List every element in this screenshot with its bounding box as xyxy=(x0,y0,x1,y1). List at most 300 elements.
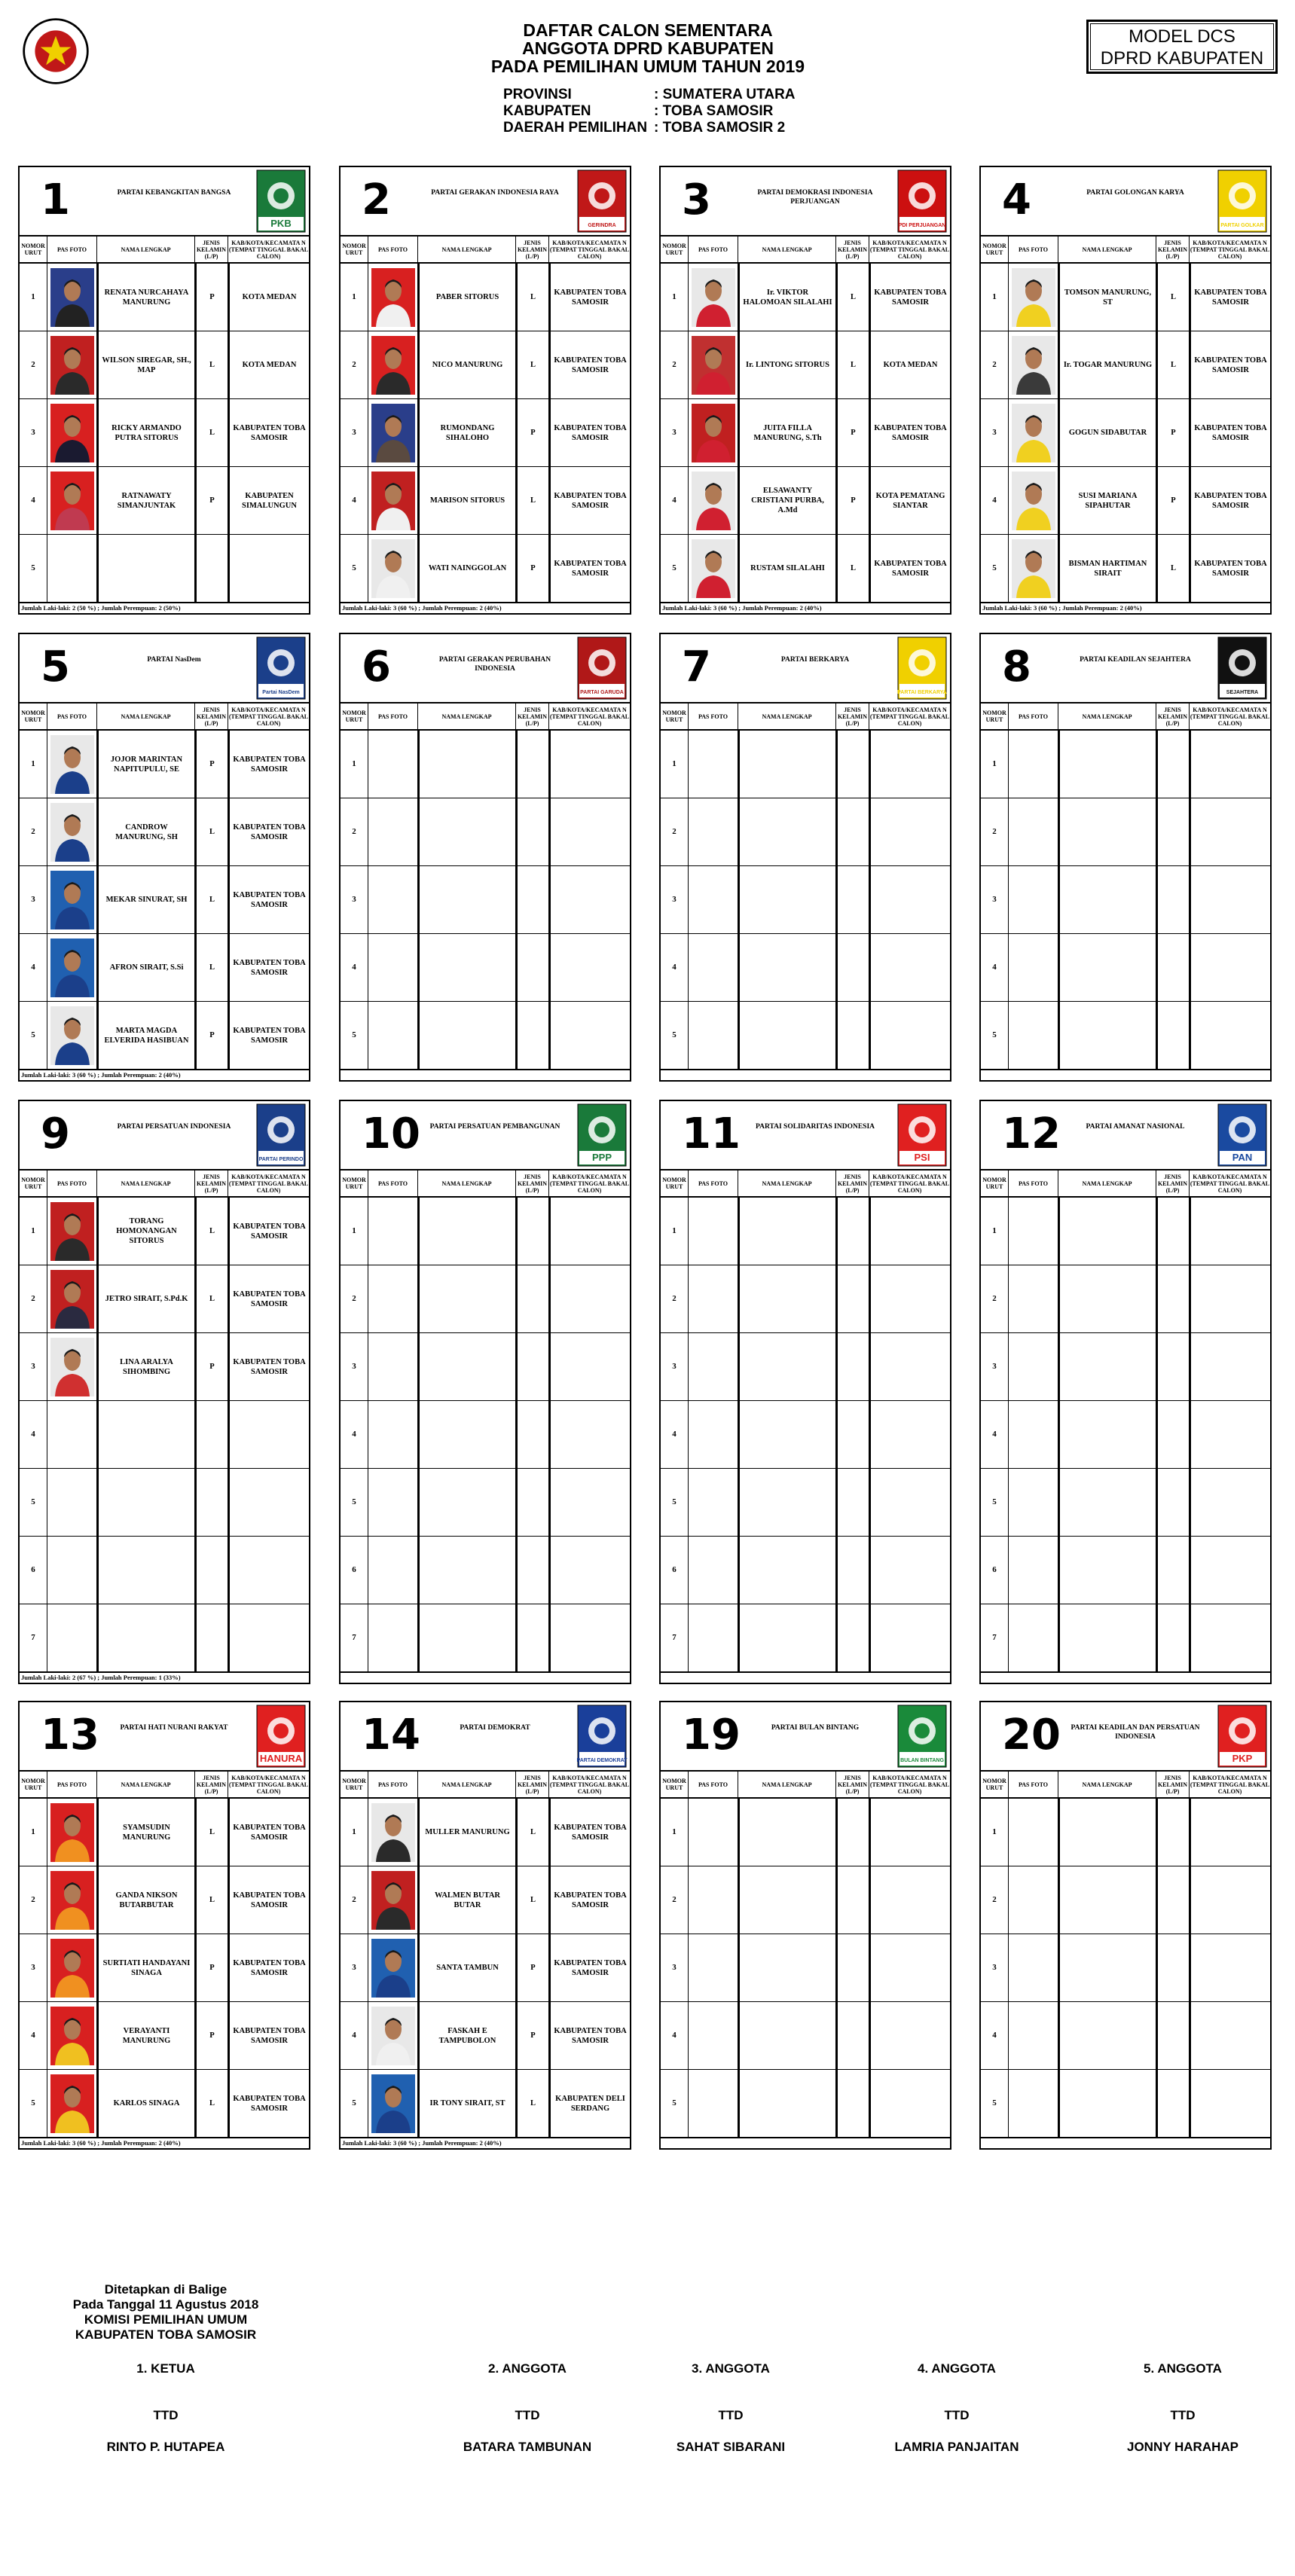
row-number: 1 xyxy=(352,292,356,301)
candidate-sex: L xyxy=(515,331,548,398)
photo xyxy=(47,1537,96,1604)
table-row xyxy=(661,1265,950,1333)
row-number: 2 xyxy=(31,1294,35,1303)
photo xyxy=(688,731,738,798)
party-panel-20 xyxy=(979,1701,1272,2150)
party-panel-12 xyxy=(979,1100,1272,1684)
table-header xyxy=(981,235,1270,264)
candidate-sex xyxy=(515,1333,548,1400)
photo xyxy=(1008,1866,1058,1934)
candidate-sex xyxy=(835,934,869,1001)
table-row xyxy=(341,798,630,866)
party-logo-icon xyxy=(1217,636,1268,700)
table-row xyxy=(981,331,1270,399)
candidate-sex: L xyxy=(194,1799,228,1866)
candidate-name xyxy=(1058,934,1156,1001)
candidate-name xyxy=(1058,1265,1156,1332)
table-row xyxy=(981,1934,1270,2002)
candidate-sex: P xyxy=(194,2002,228,2069)
candidate-name: RATNAWATY SIMANJUNTAK xyxy=(96,467,194,534)
row-number: 4 xyxy=(31,963,35,972)
candidate-city xyxy=(228,1604,309,1671)
row-number: 4 xyxy=(352,1430,356,1439)
column-header: PAS FOTO xyxy=(47,704,96,729)
party-logo-icon xyxy=(576,1704,628,1769)
party-panel-3 xyxy=(659,166,951,615)
candidate-sex xyxy=(194,1537,228,1604)
member-2 xyxy=(399,2361,655,2455)
table-row xyxy=(341,2070,630,2138)
candidate-sex: L xyxy=(194,934,228,1001)
column-header: PAS FOTO xyxy=(368,704,417,729)
row-number: 5 xyxy=(992,1030,997,1039)
table-header xyxy=(981,1770,1270,1799)
candidate-city xyxy=(548,1002,630,1069)
candidate-sex: P xyxy=(835,467,869,534)
candidate-name xyxy=(417,1002,515,1069)
row-number: 4 xyxy=(352,2031,356,2040)
table-row xyxy=(20,1002,309,1070)
row-number: 5 xyxy=(31,2098,35,2107)
table-row xyxy=(20,1537,309,1604)
candidate-name xyxy=(417,1198,515,1265)
candidate-city: KABUPATEN TOBA SAMOSIR xyxy=(228,1934,309,2001)
row-number: 1 xyxy=(672,759,677,768)
candidate-name xyxy=(738,1934,835,2001)
row-number: 4 xyxy=(352,963,356,972)
photo xyxy=(688,1333,738,1400)
candidate-sex: L xyxy=(835,264,869,331)
row-number: 6 xyxy=(672,1565,677,1574)
party-number: 9 xyxy=(41,1109,70,1158)
candidate-sex xyxy=(835,1537,869,1604)
photo xyxy=(368,798,417,865)
party-number: 3 xyxy=(682,175,711,224)
candidate-sex xyxy=(1156,1002,1189,1069)
column-header: KAB/KOTA/KECAMATA N (TEMPAT TINGGAL BAKAL CALON) xyxy=(548,704,630,729)
member-3 xyxy=(648,2361,814,2455)
candidate-name xyxy=(1058,1799,1156,1866)
row-number: 1 xyxy=(31,1226,35,1235)
party-logo-icon xyxy=(1217,169,1268,233)
candidate-name xyxy=(738,2002,835,2069)
column-header: NAMA LENGKAP xyxy=(1058,704,1156,729)
row-number: 4 xyxy=(992,1430,997,1439)
column-header: JENIS KELAMIN (L/P) xyxy=(515,704,548,729)
table-row xyxy=(341,331,630,399)
candidate-city: KOTA MEDAN xyxy=(228,331,309,398)
table-row xyxy=(20,1401,309,1469)
candidate-city xyxy=(1189,866,1270,933)
row-number: 2 xyxy=(992,1294,997,1303)
party-panel-13 xyxy=(18,1701,310,2150)
column-header: JENIS KELAMIN (L/P) xyxy=(515,1170,548,1196)
candidate-name xyxy=(738,1198,835,1265)
candidate-name xyxy=(1058,2070,1156,2137)
table-header xyxy=(341,1770,630,1799)
party-logo-icon xyxy=(255,169,307,233)
party-panel-4 xyxy=(979,166,1272,615)
table-row xyxy=(20,2070,309,2138)
member-ttd: TTD xyxy=(718,2408,744,2422)
candidate-city xyxy=(869,1537,950,1604)
table-row xyxy=(341,467,630,535)
candidate-name xyxy=(738,1537,835,1604)
svg-text:PAN: PAN xyxy=(1232,1152,1253,1163)
table-row xyxy=(341,1198,630,1265)
table-row xyxy=(341,1934,630,2002)
row-number: 6 xyxy=(352,1565,356,1574)
table-row xyxy=(981,1469,1270,1537)
table-row xyxy=(341,731,630,798)
column-header: NOMOR URUT xyxy=(982,1778,1006,1791)
row-number: 3 xyxy=(31,428,35,437)
svg-text:PKB: PKB xyxy=(270,218,292,229)
column-header: NOMOR URUT xyxy=(342,710,366,723)
row-number: 5 xyxy=(992,2098,997,2107)
row-number: 1 xyxy=(992,759,997,768)
table-row xyxy=(341,1604,630,1672)
party-panel-6 xyxy=(339,633,631,1082)
table-header xyxy=(661,1169,950,1198)
table-row xyxy=(981,264,1270,331)
candidate-sex xyxy=(194,535,228,602)
candidate-sex xyxy=(835,1799,869,1866)
candidate-sex xyxy=(1156,1934,1189,2001)
candidate-city: KABUPATEN TOBA SAMOSIR xyxy=(228,866,309,933)
table-row xyxy=(661,1401,950,1469)
table-row xyxy=(661,331,950,399)
row-number: 3 xyxy=(672,895,677,904)
candidate-name: WILSON SIREGAR, SH., MAP xyxy=(96,331,194,398)
photo xyxy=(1008,798,1058,865)
photo xyxy=(47,1866,96,1934)
row-number: 5 xyxy=(992,563,997,572)
candidate-name xyxy=(96,1604,194,1671)
candidate-sex: L xyxy=(515,264,548,331)
column-header: NAMA LENGKAP xyxy=(738,1170,835,1196)
candidate-name xyxy=(1058,1333,1156,1400)
row-number: 1 xyxy=(992,292,997,301)
party-name: PARTAI BERKARYA xyxy=(780,656,850,664)
party-name: PARTAI GERAKAN INDONESIA RAYA xyxy=(431,189,559,197)
column-header: JENIS KELAMIN (L/P) xyxy=(515,1772,548,1797)
table-row xyxy=(661,399,950,467)
table-row xyxy=(341,1799,630,1866)
photo xyxy=(688,1401,738,1468)
candidate-name xyxy=(417,1265,515,1332)
photo xyxy=(47,1799,96,1866)
column-header: NAMA LENGKAP xyxy=(96,1170,194,1196)
candidate-city xyxy=(548,731,630,798)
party-name: PARTAI KEBANGKITAN BANGSA xyxy=(117,189,231,197)
row-number: 5 xyxy=(31,1030,35,1039)
candidate-city: KABUPATEN TOBA SAMOSIR xyxy=(869,399,950,466)
candidate-sex: P xyxy=(515,535,548,602)
table-row xyxy=(661,2070,950,2138)
table-row xyxy=(661,264,950,331)
photo xyxy=(688,1198,738,1265)
photo xyxy=(1008,1265,1058,1332)
candidate-city xyxy=(548,1333,630,1400)
party-name: PARTAI PERSATUAN INDONESIA xyxy=(117,1123,231,1131)
candidate-sex: L xyxy=(1156,331,1189,398)
table-row xyxy=(341,1866,630,1934)
candidate-sex xyxy=(515,1265,548,1332)
member-role: 5. ANGGOTA xyxy=(1144,2361,1222,2376)
table-header xyxy=(20,702,309,731)
table-header xyxy=(20,1169,309,1198)
member-ttd: TTD xyxy=(1170,2408,1196,2422)
photo xyxy=(368,731,417,798)
party-number: 1 xyxy=(41,175,70,224)
row-number: 1 xyxy=(352,759,356,768)
table-row xyxy=(981,866,1270,934)
column-header: JENIS KELAMIN (L/P) xyxy=(1156,704,1189,729)
table-row xyxy=(20,535,309,603)
column-header: KAB/KOTA/KECAMATA N (TEMPAT TINGGAL BAKAL CALON) xyxy=(869,1772,950,1797)
photo xyxy=(688,934,738,1001)
candidate-sex xyxy=(515,798,548,865)
column-header: JENIS KELAMIN (L/P) xyxy=(515,237,548,262)
photo xyxy=(47,331,96,398)
candidate-city xyxy=(1189,1265,1270,1332)
column-header: PAS FOTO xyxy=(688,1170,738,1196)
column-header: JENIS KELAMIN (L/P) xyxy=(1156,1772,1189,1797)
candidate-sex xyxy=(515,1537,548,1604)
candidate-city: KABUPATEN TOBA SAMOSIR xyxy=(548,331,630,398)
row-number: 2 xyxy=(672,1895,677,1904)
candidate-city: KABUPATEN TOBA SAMOSIR xyxy=(1189,467,1270,534)
candidate-city: KABUPATEN TOBA SAMOSIR xyxy=(1189,264,1270,331)
table-row xyxy=(20,934,309,1002)
photo xyxy=(1008,399,1058,466)
candidate-city xyxy=(548,798,630,865)
column-header: NOMOR URUT xyxy=(342,243,366,256)
photo xyxy=(1008,1198,1058,1265)
column-header: NAMA LENGKAP xyxy=(417,1170,515,1196)
photo xyxy=(368,399,417,466)
candidate-sex xyxy=(1156,1799,1189,1866)
candidate-city: KABUPATEN TOBA SAMOSIR xyxy=(548,467,630,534)
candidate-city xyxy=(869,1469,950,1536)
party-number: 2 xyxy=(362,175,391,224)
candidate-sex: L xyxy=(835,535,869,602)
table-row xyxy=(341,2002,630,2070)
row-number: 5 xyxy=(352,2098,356,2107)
photo xyxy=(688,264,738,331)
candidate-city xyxy=(1189,1604,1270,1671)
candidate-sex xyxy=(835,1265,869,1332)
column-header: PAS FOTO xyxy=(368,1772,417,1797)
candidate-name: JUITA FILLA MANURUNG, S.Th xyxy=(738,399,835,466)
photo xyxy=(368,1198,417,1265)
photo xyxy=(47,1198,96,1265)
row-number: 4 xyxy=(992,496,997,505)
candidate-name xyxy=(1058,731,1156,798)
document-title xyxy=(422,21,874,75)
candidate-name xyxy=(1058,1002,1156,1069)
member-ttd: TTD xyxy=(153,2408,179,2422)
table-row xyxy=(20,331,309,399)
party-panel-10 xyxy=(339,1100,631,1684)
candidate-city xyxy=(869,798,950,865)
row-number: 4 xyxy=(31,2031,35,2040)
candidate-sex xyxy=(835,1934,869,2001)
panel-footer: Jumlah Laki-laki: 3 (60 %) ; Jumlah Perempuan: 2 (40%) xyxy=(341,603,630,613)
party-name: PARTAI GERAKAN PERUBAHAN INDONESIA xyxy=(438,656,551,673)
party-logo-icon xyxy=(896,1103,948,1167)
candidate-sex: L xyxy=(194,1866,228,1934)
row-number: 3 xyxy=(31,895,35,904)
column-header: KAB/KOTA/KECAMATA N (TEMPAT TINGGAL BAKAL CALON) xyxy=(548,1772,630,1797)
candidate-name: TOMSON MANURUNG, ST xyxy=(1058,264,1156,331)
candidate-city: KABUPATEN TOBA SAMOSIR xyxy=(228,1265,309,1332)
candidate-name: MULLER MANURUNG xyxy=(417,1799,515,1866)
table-row xyxy=(981,399,1270,467)
candidate-city xyxy=(1189,2070,1270,2137)
photo xyxy=(1008,264,1058,331)
party-name: PARTAI DEMOKRAT xyxy=(460,1724,530,1732)
candidate-city: KABUPATEN TOBA SAMOSIR xyxy=(548,1866,630,1934)
svg-text:PARTAI GOLKAR: PARTAI GOLKAR xyxy=(1220,223,1264,228)
candidate-city: KABUPATEN TOBA SAMOSIR xyxy=(1189,331,1270,398)
table-row xyxy=(341,264,630,331)
photo xyxy=(1008,1401,1058,1468)
photo xyxy=(688,1934,738,2001)
photo xyxy=(688,1537,738,1604)
table-row xyxy=(661,1469,950,1537)
candidate-city xyxy=(869,1265,950,1332)
candidate-sex xyxy=(835,1401,869,1468)
column-header: KAB/KOTA/KECAMATA N (TEMPAT TINGGAL BAKAL CALON) xyxy=(1189,237,1270,262)
row-number: 5 xyxy=(352,1030,356,1039)
table-header xyxy=(341,1169,630,1198)
row-number: 2 xyxy=(352,1895,356,1904)
panel-footer: Jumlah Laki-laki: 3 (60 %) ; Jumlah Perempuan: 2 (40%) xyxy=(661,603,950,613)
photo xyxy=(368,1002,417,1069)
panel-footer xyxy=(661,1672,950,1683)
table-row xyxy=(981,1537,1270,1604)
row-number: 3 xyxy=(31,1362,35,1371)
candidate-sex xyxy=(835,798,869,865)
candidate-city xyxy=(228,535,309,602)
panel-footer xyxy=(981,2138,1270,2148)
candidate-name: RENATA NURCAHAYA MANURUNG xyxy=(96,264,194,331)
candidate-city: KABUPATEN TOBA SAMOSIR xyxy=(228,798,309,865)
photo xyxy=(368,1469,417,1536)
table-row xyxy=(20,1198,309,1265)
svg-text:SEJAHTERA: SEJAHTERA xyxy=(1226,690,1259,695)
photo xyxy=(47,1401,96,1468)
table-row xyxy=(20,467,309,535)
candidate-city xyxy=(869,1934,950,2001)
panel-footer xyxy=(661,2138,950,2148)
party-panel-7 xyxy=(659,633,951,1082)
candidate-sex: P xyxy=(194,1002,228,1069)
column-header: PAS FOTO xyxy=(688,704,738,729)
table-row xyxy=(661,1002,950,1070)
member-role: 1. KETUA xyxy=(136,2361,195,2376)
candidate-sex xyxy=(515,731,548,798)
row-number: 3 xyxy=(992,1963,997,1972)
member-ttd: TTD xyxy=(515,2408,540,2422)
candidate-sex: L xyxy=(194,1265,228,1332)
candidate-city xyxy=(869,731,950,798)
svg-text:PSI: PSI xyxy=(914,1152,930,1163)
candidate-name xyxy=(1058,866,1156,933)
party-logo-icon xyxy=(896,169,948,233)
panel-footer: Jumlah Laki-laki: 3 (60 %) ; Jumlah Perempuan: 2 (40%) xyxy=(20,2138,309,2148)
candidate-sex xyxy=(835,1469,869,1536)
candidate-city xyxy=(869,1002,950,1069)
candidate-city xyxy=(1189,1333,1270,1400)
row-number: 5 xyxy=(672,2098,677,2107)
row-number: 1 xyxy=(992,1827,997,1836)
row-number: 3 xyxy=(352,895,356,904)
candidate-name xyxy=(96,1401,194,1468)
candidate-sex xyxy=(1156,1866,1189,1934)
signature-block: Ditetapkan di Balige Pada Tanggal 11 Agustus 2018 KOMISI PEMILIHAN UMUM KABUPATEN TOBA SAMOSIR xyxy=(72,2282,259,2342)
row-number: 3 xyxy=(992,1362,997,1371)
svg-text:PARTAI BERKARYA: PARTAI BERKARYA xyxy=(897,690,947,695)
candidate-sex: L xyxy=(1156,264,1189,331)
candidate-city: KABUPATEN TOBA SAMOSIR xyxy=(548,264,630,331)
party-name: PARTAI NasDem xyxy=(147,656,201,664)
row-number: 1 xyxy=(672,1827,677,1836)
column-header: PAS FOTO xyxy=(47,237,96,262)
table-row xyxy=(981,1333,1270,1401)
photo xyxy=(47,934,96,1001)
candidate-name: PABER SITORUS xyxy=(417,264,515,331)
candidate-sex xyxy=(1156,2002,1189,2069)
photo xyxy=(47,1604,96,1671)
row-number: 4 xyxy=(672,1430,677,1439)
table-row xyxy=(661,1198,950,1265)
party-logo-icon xyxy=(1217,1103,1268,1167)
svg-text:PKP: PKP xyxy=(1232,1753,1253,1764)
candidate-name xyxy=(738,1265,835,1332)
candidate-city: KABUPATEN TOBA SAMOSIR xyxy=(228,2070,309,2137)
party-name: PARTAI KEADILAN SEJAHTERA xyxy=(1080,656,1191,664)
table-row xyxy=(981,1265,1270,1333)
column-header: NOMOR URUT xyxy=(982,243,1006,256)
candidate-name: JOJOR MARINTAN NAPITUPULU, SE xyxy=(96,731,194,798)
candidate-sex xyxy=(835,1866,869,1934)
candidate-sex: L xyxy=(194,331,228,398)
party-panel-19 xyxy=(659,1701,951,2150)
table-row xyxy=(341,934,630,1002)
title-line: DAFTAR CALON SEMENTARA xyxy=(523,20,773,40)
member-name: SAHAT SIBARANI xyxy=(676,2440,786,2454)
member-5 xyxy=(1100,2361,1266,2455)
panel-footer: Jumlah Laki-laki: 3 (60 %) ; Jumlah Perempuan: 2 (40%) xyxy=(20,1070,309,1080)
candidate-city: KABUPATEN TOBA SAMOSIR xyxy=(228,934,309,1001)
column-header: PAS FOTO xyxy=(1008,1170,1058,1196)
candidate-city xyxy=(1189,798,1270,865)
candidate-name: SYAMSUDIN MANURUNG xyxy=(96,1799,194,1866)
column-header: JENIS KELAMIN (L/P) xyxy=(835,1772,869,1797)
candidate-city: KABUPATEN TOBA SAMOSIR xyxy=(869,264,950,331)
candidate-city xyxy=(869,1401,950,1468)
table-row xyxy=(341,399,630,467)
candidate-sex xyxy=(1156,934,1189,1001)
column-header: NOMOR URUT xyxy=(662,1177,686,1190)
candidate-name xyxy=(1058,1537,1156,1604)
candidate-city xyxy=(1189,1866,1270,1934)
row-number: 4 xyxy=(672,496,677,505)
photo xyxy=(368,2070,417,2137)
